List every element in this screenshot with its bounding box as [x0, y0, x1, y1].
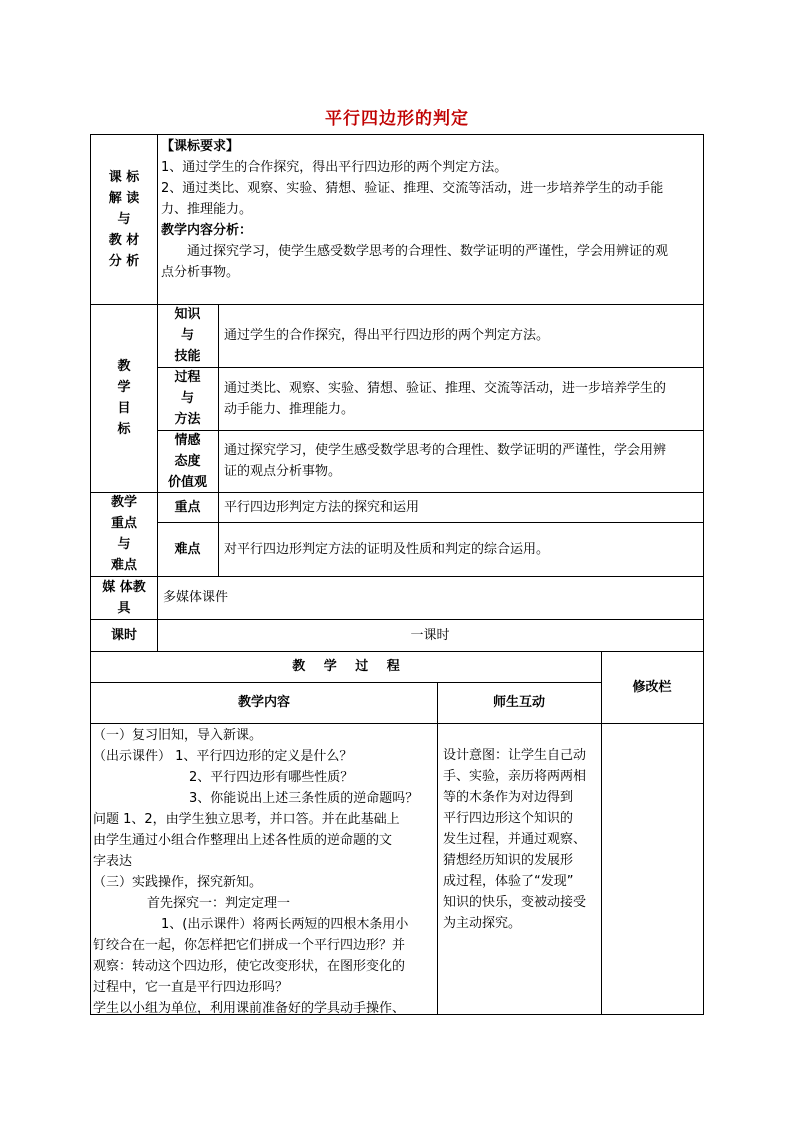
content-line: 过程中，它一直是平行四边形吗？ [93, 980, 289, 995]
standards-content [161, 136, 701, 283]
objective-label-process: 过程 与 方法 [174, 370, 201, 427]
period-text: 一课时 [410, 627, 450, 643]
section-label-keypoints: 教学 重点 与 难点 [110, 495, 137, 573]
content-line: 首先探究一：判定定理一 [147, 896, 291, 911]
content-line: （一）复习旧知，导入新课。 [93, 728, 263, 743]
interaction-line: 为主动探究。 [443, 916, 522, 931]
section-label-objectives: 教 学 目 标 [117, 359, 131, 437]
lesson-plan-table [90, 134, 704, 1015]
objective-text-knowledge: 通过学生的合作探究，得出平行四边形的两个判定方法。 [224, 328, 550, 343]
interaction-content [443, 745, 599, 934]
interaction-line: 设计意图：让学生自己动 [443, 748, 587, 763]
content-line: （出示课件） 1、平行四边形的定义是什么？ [93, 749, 353, 764]
content-line: 钉绞合在一起，你怎样把它们拼成一个平行四边形？并 [93, 938, 406, 953]
revision-header: 修改栏 [632, 679, 672, 695]
content-line: 2、平行四边形有哪些性质？ [189, 770, 354, 785]
content-line: 学生以小组为单位，利用课前准备好的学具动手操作、 [93, 1001, 406, 1016]
interaction-line: 发生过程，并通过观察、 [443, 832, 587, 847]
content-line: 由学生通过小组合作整理出上述各性质的逆命题的文 [93, 833, 393, 848]
heading-analysis: 教学内容分析： [161, 223, 253, 238]
interaction-line: 手、实验，亲历将两两相 [443, 769, 587, 784]
interaction-line: 知识的快乐，变被动接受 [443, 895, 587, 910]
requirement-line: 2、通过类比、观察、实验、猜想、验证、推理、交流等活动，进一步培养学生的动手能 [161, 181, 664, 196]
heading-standards: 【课标要求】 [161, 139, 240, 154]
content-header: 教学内容 [237, 695, 290, 710]
media-text: 多媒体课件 [163, 590, 229, 605]
section-label-media: 媒 体教 具 [102, 579, 146, 616]
content-line: 观察：转动这个四边形，使它改变形状，在图形变化的 [93, 959, 406, 974]
content-line: 1、(出示课件）将两长两短的四根木条用小 [161, 917, 409, 932]
analysis-line: 点分析事物。 [161, 265, 240, 280]
objective-text-process: 通过类比、观察、实验、猜想、验证、推理、交流等活动，进一步培养学生的 动手能力、推理能力。 [224, 380, 667, 417]
objective-label-attitude: 情感 态度 价值观 [167, 432, 207, 490]
interaction-line: 成过程，体验了“发现” [443, 874, 574, 889]
interaction-line: 平行四边形这个知识的 [443, 811, 574, 826]
analysis-line: 通过探究学习，使学生感受数学思考的合理性、数学证明的严谨性，学会用辨证的观 [187, 244, 669, 259]
keypoint-text: 平行四边形判定方法的探究和运用 [224, 499, 420, 515]
interaction-line: 猜想经历知识的发展形 [443, 853, 574, 868]
content-line: 问题 1、2，由学生独立思考，并口答。并在此基础上 [93, 812, 400, 827]
difficulty-label: 难点 [174, 541, 201, 557]
teaching-content [93, 725, 435, 1019]
process-header: 教 学 过 程 [292, 659, 400, 674]
keypoint-label: 重点 [174, 499, 201, 515]
requirement-line: 1、通过学生的合作探究，得出平行四边形的两个判定方法。 [161, 160, 508, 175]
objective-text-attitude: 通过探究学习，使学生感受数学思考的合理性、数学证明的严谨性，学会用辨 证的观点分析事物。 [224, 443, 667, 479]
section-label-standards: 课 标 解 读 与 教 材 分 析 [108, 170, 140, 269]
interaction-header: 师生互动 [492, 695, 545, 710]
section-label-period: 课时 [110, 627, 137, 643]
content-line: 字表达 [93, 854, 133, 869]
objective-label-knowledge: 知识 与 技能 [174, 307, 201, 364]
difficulty-text: 对平行四边形判定方法的证明及性质和判定的综合运用。 [224, 541, 550, 557]
document-title: 平行四边形的判定 [325, 109, 469, 129]
requirement-line: 力、推理能力。 [161, 202, 253, 217]
content-line: （三）实践操作，探究新知。 [93, 875, 263, 890]
content-line: 3、你能说出上述三条性质的逆命题吗？ [189, 791, 419, 806]
interaction-line: 等的木条作为对边得到 [443, 790, 574, 805]
